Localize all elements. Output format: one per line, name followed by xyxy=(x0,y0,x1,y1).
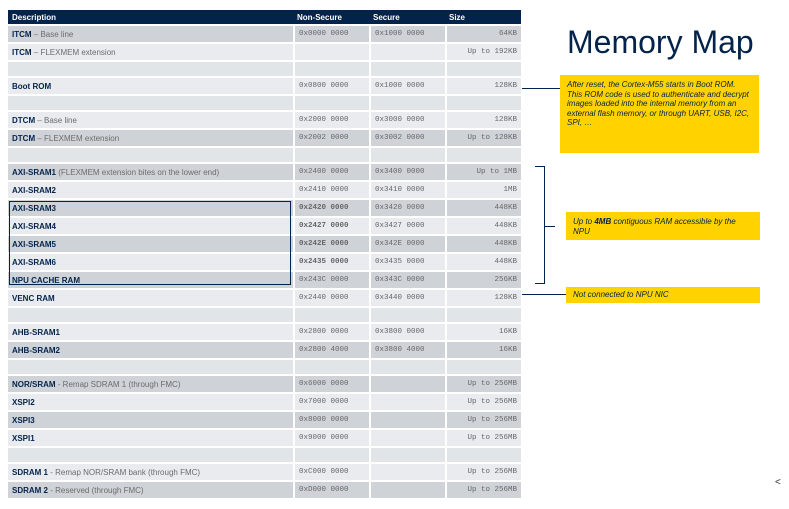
secure-address: 0x3410 0000 xyxy=(369,182,445,198)
spacer-cell xyxy=(293,148,369,162)
region-name: VENC RAM xyxy=(12,293,55,303)
boot-rom-note xyxy=(560,75,759,153)
description-cell xyxy=(8,130,293,146)
secure-address xyxy=(369,412,445,428)
size-value: Up to 256MB xyxy=(445,376,521,392)
description-cell xyxy=(8,324,293,340)
npu-note-prefix: Up to xyxy=(573,217,595,226)
venc-note xyxy=(566,287,760,303)
region-name: DTCM xyxy=(12,133,36,143)
size-value: 256KB xyxy=(445,272,521,288)
header-description: Description xyxy=(8,10,293,24)
spacer-cell xyxy=(293,308,369,322)
table-row xyxy=(8,464,521,480)
region-name: AHB-SRAM1 xyxy=(12,327,60,337)
non-secure-address: 0x2800 4000 xyxy=(293,342,369,358)
region-detail: - Remap NOR/SRAM bank (through FMC) xyxy=(48,467,201,477)
description-cell xyxy=(8,182,293,198)
region-detail: (FLEXMEM extension bites on the lower end) xyxy=(56,167,220,177)
secure-address xyxy=(369,464,445,480)
size-value: Up to 256MB xyxy=(445,412,521,428)
npu-note-suffix: contiguous RAM accessible by the NPU xyxy=(573,217,736,236)
spacer-cell xyxy=(8,62,293,76)
non-secure-address: 0x2440 0000 xyxy=(293,290,369,306)
secure-address: 0x1000 0000 xyxy=(369,26,445,42)
spacer-row xyxy=(8,360,521,374)
non-secure-address: 0xD000 0000 xyxy=(293,482,369,498)
header-non-secure: Non-Secure xyxy=(293,10,369,24)
spacer-cell xyxy=(293,360,369,374)
spacer-cell xyxy=(445,360,521,374)
spacer-cell xyxy=(8,96,293,110)
secure-address: 0x3400 0000 xyxy=(369,164,445,180)
description-cell xyxy=(8,164,293,180)
size-value: Up to 128KB xyxy=(445,130,521,146)
spacer-cell xyxy=(369,62,445,76)
size-value: 16KB xyxy=(445,342,521,358)
table-header-row xyxy=(8,10,521,24)
spacer-cell xyxy=(445,448,521,462)
non-secure-address: 0x2400 0000 xyxy=(293,164,369,180)
non-secure-address: 0x9000 0000 xyxy=(293,430,369,446)
npu-ram-group-outline xyxy=(9,201,291,285)
spacer-cell xyxy=(8,148,293,162)
non-secure-address: 0x2000 0000 xyxy=(293,112,369,128)
non-secure-address: 0x242E 0000 xyxy=(293,236,369,252)
spacer-row xyxy=(8,448,521,462)
table-row xyxy=(8,430,521,446)
size-value: Up to 256MB xyxy=(445,464,521,480)
region-name: AXI-SRAM5 xyxy=(12,239,57,249)
size-value: 448KB xyxy=(445,218,521,234)
size-value: Up to 256MB xyxy=(445,430,521,446)
secure-address: 0x3800 4000 xyxy=(369,342,445,358)
description-cell xyxy=(8,112,293,128)
table-row xyxy=(8,412,521,428)
description-cell xyxy=(8,78,293,94)
non-secure-address: 0xC000 0000 xyxy=(293,464,369,480)
non-secure-address: 0x0000 0000 xyxy=(293,26,369,42)
secure-address: 0x3427 0000 xyxy=(369,218,445,234)
region-name: NPU CACHE RAM xyxy=(12,275,80,285)
region-name: NOR/SRAM xyxy=(12,379,56,389)
secure-address xyxy=(369,376,445,392)
non-secure-address: 0x243C 0000 xyxy=(293,272,369,288)
edge-arrow-icon: < xyxy=(775,477,781,488)
secure-address: 0x3800 0000 xyxy=(369,324,445,340)
region-name: DTCM xyxy=(12,115,36,125)
description-cell xyxy=(8,464,293,480)
secure-address: 0x342E 0000 xyxy=(369,236,445,252)
table-row xyxy=(8,376,521,392)
size-value: Up to 256MB xyxy=(445,394,521,410)
spacer-cell xyxy=(369,308,445,322)
spacer-cell xyxy=(293,448,369,462)
spacer-cell xyxy=(369,448,445,462)
secure-address xyxy=(369,44,445,60)
region-name: AXI-SRAM1 xyxy=(12,167,57,177)
region-name: AXI-SRAM2 xyxy=(12,185,57,195)
table-row xyxy=(8,482,521,498)
description-cell xyxy=(8,482,293,498)
size-value: 448KB xyxy=(445,254,521,270)
secure-address xyxy=(369,394,445,410)
region-name: AXI-SRAM4 xyxy=(12,221,57,231)
secure-address: 0x3420 0000 xyxy=(369,200,445,216)
region-name: XSPI2 xyxy=(12,397,35,407)
non-secure-address: 0x2435 0000 xyxy=(293,254,369,270)
secure-address: 0x1000 0000 xyxy=(369,78,445,94)
region-name: AHB-SRAM2 xyxy=(12,345,60,355)
boot-rom-connector xyxy=(522,88,560,89)
size-value: 64KB xyxy=(445,26,521,42)
region-name: XSPI3 xyxy=(12,415,35,425)
region-name: ITCM xyxy=(12,29,32,39)
region-detail: – FLEXMEM extension xyxy=(31,47,116,57)
table-row xyxy=(8,44,521,60)
spacer-cell xyxy=(445,96,521,110)
region-name: ITCM xyxy=(12,47,32,57)
npu-ram-note xyxy=(566,212,760,240)
spacer-row xyxy=(8,62,521,76)
spacer-cell xyxy=(445,148,521,162)
non-secure-address: 0x6000 0000 xyxy=(293,376,369,392)
non-secure-address: 0x2410 0000 xyxy=(293,182,369,198)
region-detail: - Reserved (through FMC) xyxy=(48,485,144,495)
secure-address: 0x3000 0000 xyxy=(369,112,445,128)
spacer-cell xyxy=(293,96,369,110)
table-row xyxy=(8,78,521,94)
description-cell xyxy=(8,376,293,392)
spacer-cell xyxy=(8,448,293,462)
secure-address: 0x3440 0000 xyxy=(369,290,445,306)
size-value: 128KB xyxy=(445,112,521,128)
spacer-cell xyxy=(293,62,369,76)
spacer-row xyxy=(8,96,521,110)
size-value: 448KB xyxy=(445,200,521,216)
table-row xyxy=(8,164,521,180)
region-name: XSPI1 xyxy=(12,433,35,443)
region-name: SDRAM 2 xyxy=(12,485,49,495)
table-row xyxy=(8,342,521,358)
venc-note-text: Not connected to NPU NIC xyxy=(573,290,669,299)
spacer-row xyxy=(8,308,521,322)
description-cell xyxy=(8,412,293,428)
venc-connector xyxy=(522,294,566,295)
size-value: 16KB xyxy=(445,324,521,340)
spacer-row xyxy=(8,148,521,162)
page-title: Memory Map xyxy=(567,24,754,60)
region-name: AXI-SRAM3 xyxy=(12,203,57,213)
non-secure-address: 0x8000 0000 xyxy=(293,412,369,428)
size-value: Up to 192KB xyxy=(445,44,521,60)
npu-ram-brace-tick xyxy=(545,226,555,227)
table-row xyxy=(8,394,521,410)
boot-rom-note-text: After reset, the Cortex-M55 starts in Boot ROM. This ROM code is used to authenticate and decrypt images loaded into the internal memory from an external flash memory, or through UART, USB, I2C, SPI, … xyxy=(567,80,750,128)
description-cell xyxy=(8,342,293,358)
header-size: Size xyxy=(445,10,521,24)
size-value: 128KB xyxy=(445,290,521,306)
secure-address xyxy=(369,430,445,446)
description-cell xyxy=(8,394,293,410)
description-cell xyxy=(8,26,293,42)
description-cell xyxy=(8,290,293,306)
region-detail: – FLEXMEM extension xyxy=(35,133,120,143)
non-secure-address: 0x2420 0000 xyxy=(293,200,369,216)
size-value: 128KB xyxy=(445,78,521,94)
spacer-cell xyxy=(445,62,521,76)
description-cell xyxy=(8,44,293,60)
non-secure-address: 0x7000 0000 xyxy=(293,394,369,410)
spacer-cell xyxy=(8,360,293,374)
non-secure-address: 0x2427 0000 xyxy=(293,218,369,234)
table-row xyxy=(8,26,521,42)
region-detail: – Base line xyxy=(35,115,77,125)
size-value: 448KB xyxy=(445,236,521,252)
non-secure-address xyxy=(293,44,369,60)
table-row xyxy=(8,130,521,146)
region-name: AXI-SRAM6 xyxy=(12,257,57,267)
secure-address: 0x343C 0000 xyxy=(369,272,445,288)
description-cell xyxy=(8,430,293,446)
npu-ram-brace xyxy=(535,166,545,284)
size-value: 1MB xyxy=(445,182,521,198)
table-row xyxy=(8,290,521,306)
non-secure-address: 0x2002 0000 xyxy=(293,130,369,146)
secure-address xyxy=(369,482,445,498)
region-name: Boot ROM xyxy=(12,81,52,91)
non-secure-address: 0x2800 0000 xyxy=(293,324,369,340)
table-row xyxy=(8,112,521,128)
size-value: Up to 256MB xyxy=(445,482,521,498)
spacer-cell xyxy=(369,148,445,162)
npu-note-size: 4MB xyxy=(594,217,612,226)
spacer-cell xyxy=(369,360,445,374)
spacer-cell xyxy=(445,308,521,322)
region-name: SDRAM 1 xyxy=(12,467,49,477)
region-detail: – Base line xyxy=(31,29,74,39)
size-value: Up to 1MB xyxy=(445,164,521,180)
non-secure-address: 0x0800 0000 xyxy=(293,78,369,94)
secure-address: 0x3435 0000 xyxy=(369,254,445,270)
region-detail: - Remap SDRAM 1 (through FMC) xyxy=(55,379,181,389)
spacer-cell xyxy=(8,308,293,322)
table-row xyxy=(8,324,521,340)
header-secure: Secure xyxy=(369,10,445,24)
table-row xyxy=(8,182,521,198)
spacer-cell xyxy=(369,96,445,110)
secure-address: 0x3002 0000 xyxy=(369,130,445,146)
